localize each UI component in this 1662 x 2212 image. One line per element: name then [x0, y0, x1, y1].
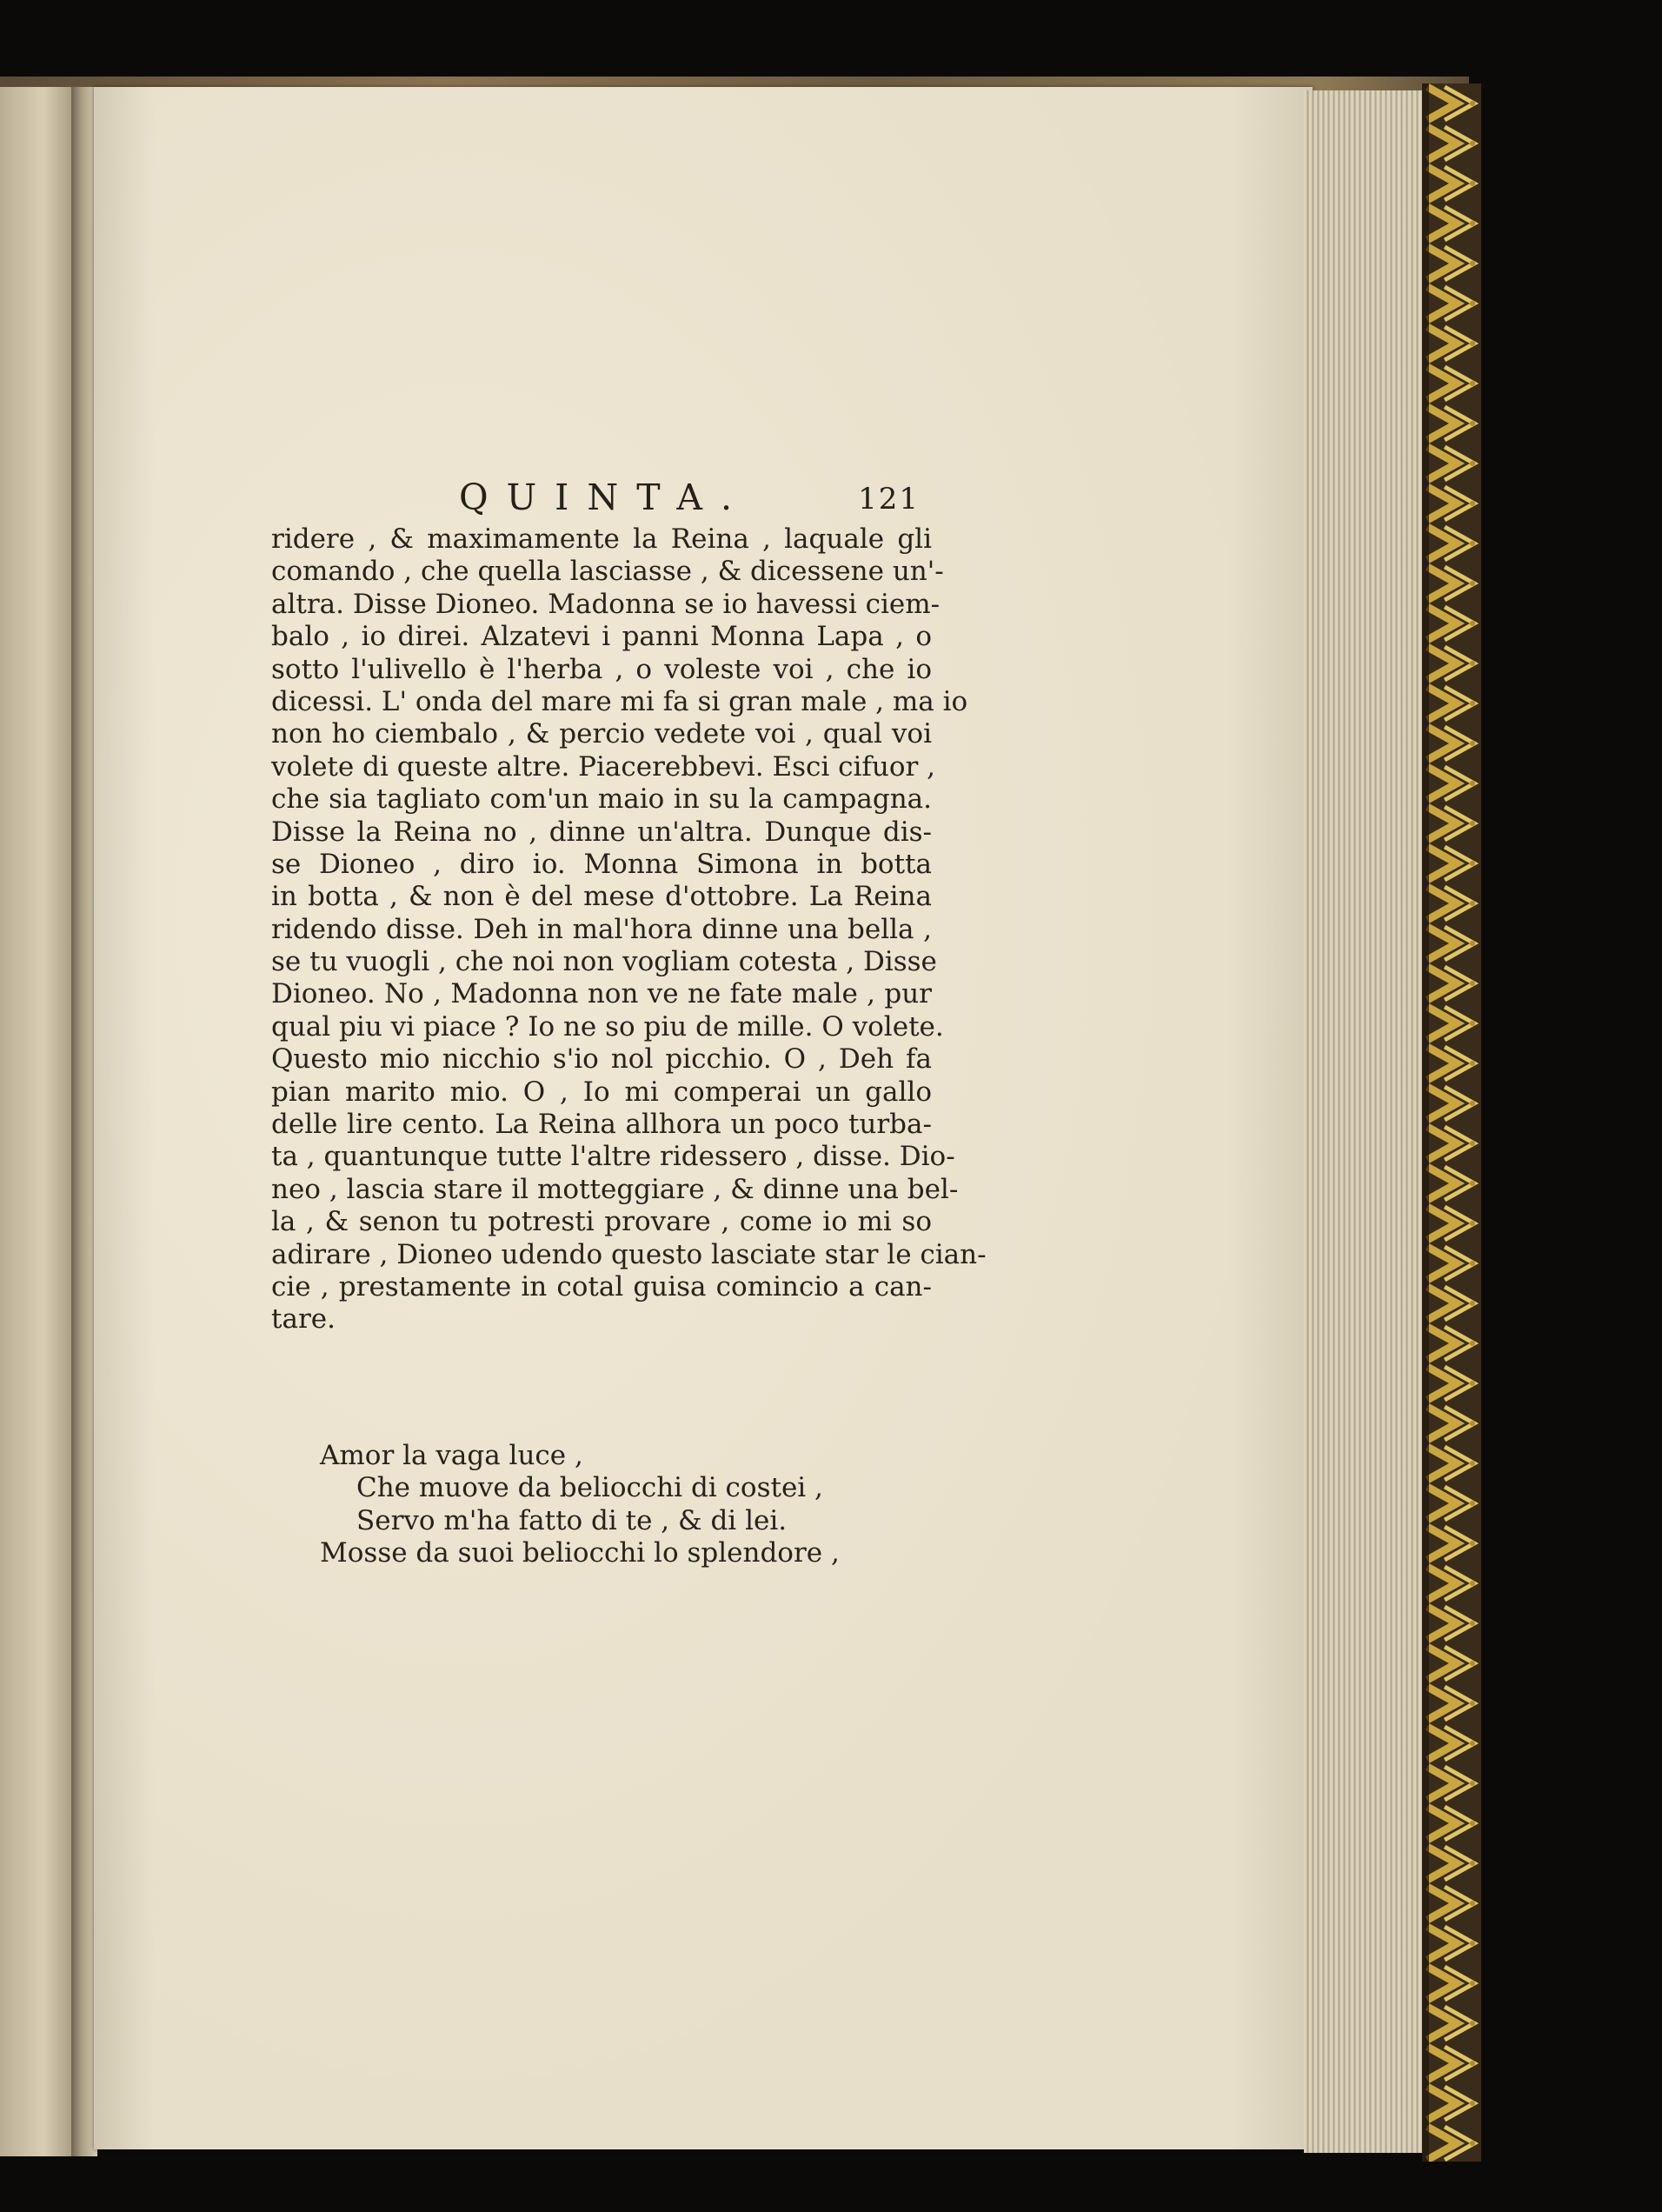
- gilt-spine-strip: [1422, 83, 1481, 2162]
- text-line: cie , prestamente in cotal guisa comincio a can-: [271, 1270, 932, 1303]
- text-line: Disse la Reina no , dinne un'altra. Dunque dis-: [271, 816, 932, 848]
- text-line: se Dioneo , diro io. Monna Simona in botta: [271, 848, 932, 880]
- page-fore-edge: [1304, 90, 1427, 2153]
- text-line: neo , lascia stare il motteggiare , & dinne una bel-: [271, 1173, 959, 1205]
- page-number: 121: [858, 482, 920, 516]
- text-line: pian marito mio. O , Io mi comperai un gallo: [271, 1076, 932, 1108]
- running-head: QUINTA.: [459, 476, 750, 518]
- text-line: tare.: [271, 1303, 336, 1336]
- text-line: balo , io direi. Alzatevi i panni Monna Lapa , o: [271, 621, 932, 653]
- text-line: volete di queste altre. Piacerebbevi. Esci cifuor ,: [271, 750, 936, 783]
- text-line: ta , quantunque tutte l'altre ridessero , disse. Dio-: [271, 1141, 955, 1173]
- text-line: dicessi. L' onda del mare mi fa si gran male , ma io: [271, 685, 968, 717]
- verse-block: [320, 1440, 859, 1570]
- page-header: [459, 476, 920, 525]
- text-line: in botta , & non è del mese d'ottobre. La Reina: [271, 881, 932, 913]
- text-line: Dioneo. No , Madonna non ve ne fate male , pur: [271, 978, 932, 1010]
- verse-line: Mosse da suoi beliocchi lo splendore ,: [320, 1537, 840, 1569]
- verse-line: Servo m'ha fatto di te , & di lei.: [356, 1504, 788, 1536]
- body-text: [271, 523, 987, 1336]
- text-line: se tu vuogli , che noi non vogliam cotesta , Disse: [271, 946, 937, 978]
- text-line: la , & senon tu potresti provare , come io mi so: [271, 1206, 932, 1238]
- text-line: adirare , Dioneo udendo questo lasciate star le cian-: [271, 1238, 987, 1270]
- verse-line: Che muove da beliocchi di costei ,: [356, 1472, 823, 1504]
- text-line: non ho ciembalo , & percio vedete voi , qual voi: [271, 718, 932, 750]
- left-page-edge: [0, 87, 73, 2156]
- text-line: qual piu vi piace ? Io ne so piu de mille. O volete.: [271, 1010, 944, 1043]
- text-line: sotto l'ulivello è l'herba , o voleste voi , che io: [271, 653, 932, 685]
- text-line: comando , che quella lasciasse , & dicessene un'-: [271, 556, 944, 588]
- text-line: che sia tagliato com'un maio in su la campagna.: [271, 783, 932, 816]
- text-line: altra. Disse Dioneo. Madonna se io havessi ciem-: [271, 588, 941, 620]
- verse-line: Amor la vaga luce ,: [320, 1440, 583, 1471]
- text-line: Questo mio nicchio s'io nol picchio. O , Deh fa: [271, 1043, 932, 1076]
- text-line: ridere , & maximamente la Reina , laquale gli: [271, 523, 932, 555]
- text-line: delle lire cento. La Reina allhora un poco turba-: [271, 1109, 932, 1141]
- text-line: ridendo disse. Deh in mal'hora dinne una bella ,: [271, 913, 932, 945]
- gilt-zigzag-ornament: [1422, 83, 1481, 2162]
